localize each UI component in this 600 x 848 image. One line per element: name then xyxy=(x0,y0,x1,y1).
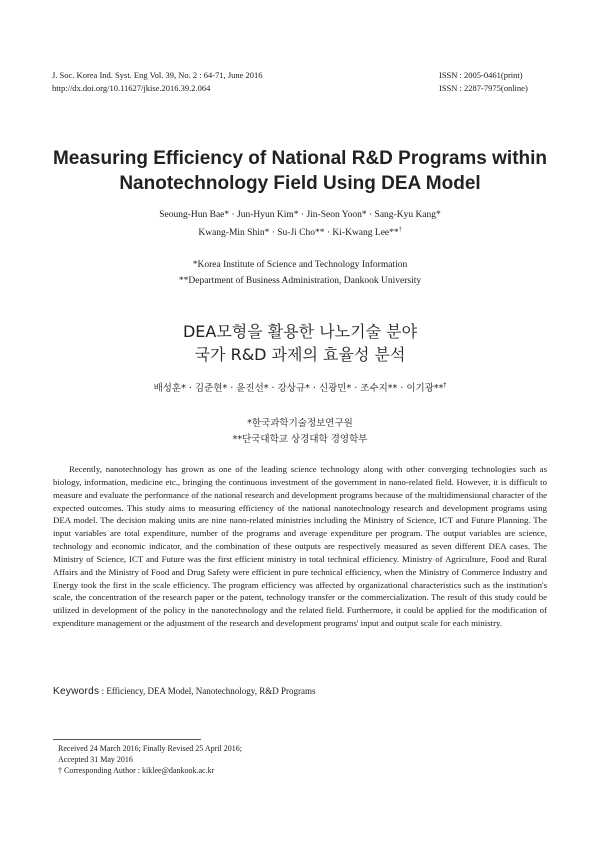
author-list xyxy=(40,208,560,241)
keywords-text: Efficiency, DEA Model, Nanotechnology, R&D Programs xyxy=(106,686,316,696)
korean-title xyxy=(40,320,560,366)
journal-citation: J. Soc. Korea Ind. Syst. Eng Vol. 39, No. 2 : 64-71, June 2016 xyxy=(52,70,263,80)
affiliations xyxy=(40,257,560,289)
korean-title-line-1: DEA모형을 활용한 나노기술 분야 xyxy=(182,322,418,341)
paper-title xyxy=(40,146,560,196)
title-line-1: Measuring Efficiency of National R&D Programs within xyxy=(52,148,548,169)
issn-online: ISSN : 2287-7975(online) xyxy=(439,83,528,93)
keywords-separator: : xyxy=(99,686,107,696)
korean-affiliation-2: **단국대학교 상경대학 경영학부 xyxy=(232,434,368,445)
authors-line-2: Kwang-Min Shin* · Su-Ji Cho** · Ki-Kwang Lee**† xyxy=(198,227,402,239)
korean-affiliations xyxy=(40,416,560,448)
issn-print: ISSN : 2005-0461(print) xyxy=(439,70,523,80)
korean-author-list: 배성훈* · 김준현* · 윤진선* · 강상규* · 신광민* · 조수지** · 이기광**† xyxy=(153,381,447,394)
affiliation-2: **Department of Business Administration, Dankook University xyxy=(178,276,422,286)
doi-link[interactable]: http://dx.doi.org/10.11627/jkise.2016.39.2.064 xyxy=(52,83,211,93)
affiliation-1: *Korea Institute of Science and Technology Information xyxy=(192,260,408,270)
korean-title-line-2: 국가 R&D 과제의 효율성 분석 xyxy=(194,345,406,364)
keywords-label: Keywords xyxy=(53,686,100,697)
abstract-text: Recently, nanotechnology has grown as one of the leading science technology along with other converging technologies such as biology, information, medicine etc., bringing the continuous investment of the government in nano-related field. However, it is difficult to measure and evaluate the performance of the national research and development programs because of the multidimensional character of the expected outcomes. This study aims to measuring efficiency of the national nanotechnology research and development programs using DEA model. The decision making units are nine nano-related ministries including the Ministry of Science, ICT and Future Planning. The input variables are total expenditure, number of the programs and average expenditure per program. The output variables are science, technology and economic indicator, and the combination of these outputs are respectively measured as seven different DEA cases. The Ministry of Science, ICT and Future was the first efficient ministry in total technical efficiency. Ministry of Agriculture, Food and Rural Affairs and the Ministry of Food and Drug Safety were efficient in pure technical efficiency, when the Ministry of Commerce Industry and Energy took the first in the scale efficiency. The program efficiency was affected by organizational characteristics such as the institution's scale, the concentration of the research paper or the patent, technology transfer or the commercialization. The result of this study could be utilized in development of the policy in the nanotechnology and the related field. Furthermore, it could be applied for the modification of expenditure management or the adjustment of the research and development programs' input and output scale for each ministry. xyxy=(53,464,547,629)
corresponding-mark: † xyxy=(398,227,402,233)
received-date: Received 24 March 2016; Finally Revised 25 April 2016; xyxy=(58,744,242,753)
title-line-2: Nanotechnology Field Using DEA Model xyxy=(119,173,481,194)
footnotes xyxy=(58,743,242,776)
korean-corresponding-mark: † xyxy=(443,381,447,389)
footnote-divider xyxy=(53,739,201,740)
authors-line-1: Seoung-Hun Bae* · Jun-Hyun Kim* · Jin-Seon Yoon* · Sang-Kyu Kang* xyxy=(159,210,441,220)
accepted-date: Accepted 31 May 2016 xyxy=(58,755,133,764)
keywords xyxy=(53,686,547,697)
korean-affiliation-1: *한국과학기술정보연구원 xyxy=(247,418,353,429)
corresponding-author: † Corresponding Author : kiklee@dankook.ac.kr xyxy=(58,766,215,775)
